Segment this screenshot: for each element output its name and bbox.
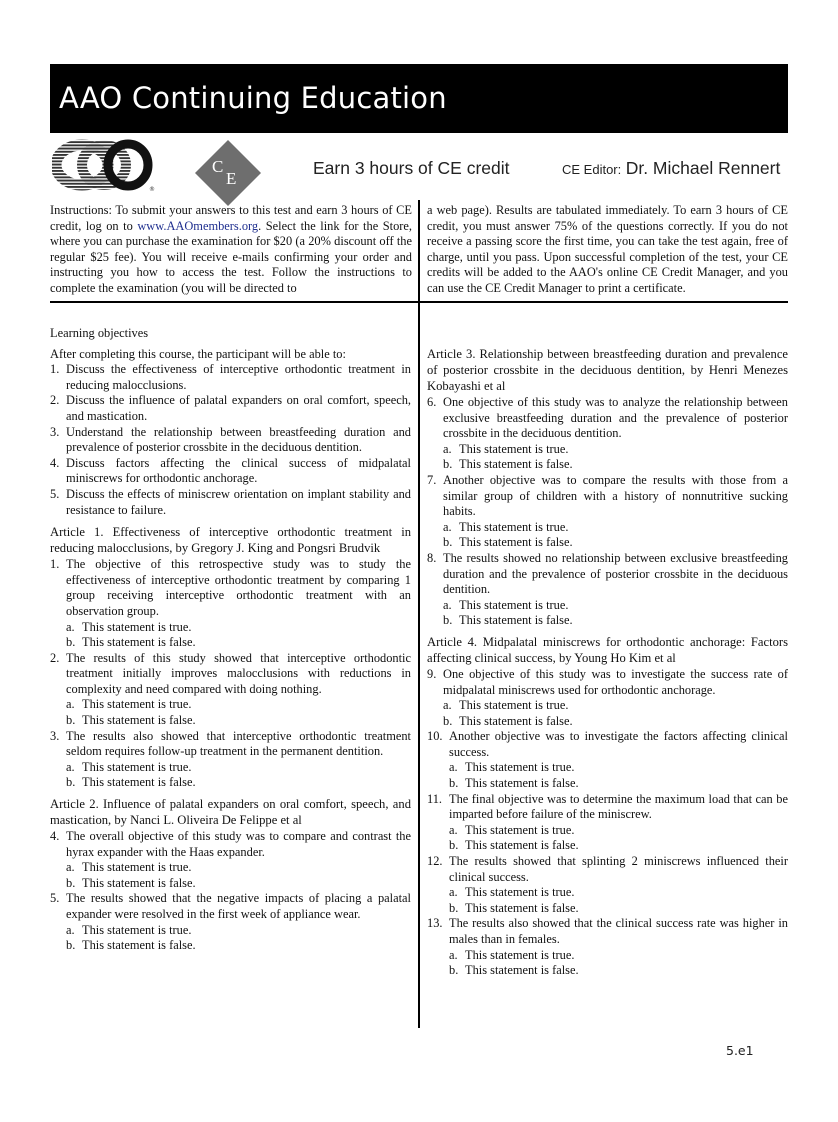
learning-objectives-title: Learning objectives <box>50 326 149 340</box>
option-false[interactable]: b. This statement is false. <box>443 713 573 728</box>
option-false[interactable]: b. This statement is false. <box>443 457 573 472</box>
option-true[interactable]: a. This statement is true. <box>449 947 575 962</box>
option-false[interactable]: b. This statement is false. <box>66 713 196 728</box>
svg-text:E: E <box>226 169 237 188</box>
instructions-left <box>50 203 412 297</box>
question-item: 12. The results showed that splinting 2 miniscrews influenced their clinical success. <box>427 854 788 884</box>
article-heading: Article 3. Relationship between breastfeeding duration and prevalence of posterior crossbite in the deciduous dentition, by Henri Menezes Kobayashi et al <box>427 347 788 393</box>
svg-text:C: C <box>212 157 224 176</box>
option-false[interactable]: b. This statement is false. <box>443 535 573 550</box>
question-item: 8. The results showed no relationship between exclusive breastfeeding duration and the prevalence of posterior crossbite in the deciduous dentition. <box>427 550 788 597</box>
question-item: 3. The results also showed that interceptive orthodontic treatment seldom requires follow-up treatment in the permanent dentition. <box>50 728 411 759</box>
left-column <box>50 326 411 954</box>
objective-item: 3. Understand the relationship between breastfeeding duration and prevalence of posterior crossbite in the deciduous dentition. <box>50 424 411 455</box>
learning-objectives-list <box>50 362 411 518</box>
option-true[interactable]: a. This statement is true. <box>443 441 569 456</box>
question-item: 11. The final objective was to determine the maximum load that can be imparted before failure of the miniscrew. <box>427 791 788 822</box>
option-true[interactable]: a. This statement is true. <box>66 697 192 712</box>
question-item: 10. Another objective was to investigate the factors affecting clinical success. <box>427 729 788 759</box>
option-true[interactable]: a. This statement is true. <box>449 760 575 775</box>
ce-credit-hours-text: Earn 3 hours of CE credit <box>313 158 510 178</box>
instructions-text-cont: . Select the link for the Store, where you can purchase the examination for $20 (a 20% discount off the regular $25 fee). You will receive e-mails confirming your order and instructing you how to access the test. Follow the instructions to complete the examination (you will be directed to <box>50 218 412 295</box>
page-banner-title: AAO Continuing Education <box>50 64 788 133</box>
objective-item: 1. Discuss the effectiveness of interceptive orthodontic treatment in reducing malocclusions. <box>50 362 411 392</box>
option-false[interactable]: b. This statement is false. <box>66 875 196 890</box>
question-item: 9. One objective of this study was to investigate the success rate of midpalatal miniscrews used for orthodontic anchorage. <box>427 666 788 697</box>
option-false[interactable]: b. This statement is false. <box>66 938 196 953</box>
objective-item: 5. Discuss the effects of miniscrew orientation on implant stability and resistance to failure. <box>50 486 411 517</box>
option-false[interactable]: b. This statement is false. <box>449 963 579 978</box>
question-item: 5. The results showed that the negative impacts of placing a palatal expander were resolved in the first week of appliance wear. <box>50 891 411 921</box>
ce-editor-label: CE Editor: <box>562 162 622 177</box>
option-true[interactable]: a. This statement is true. <box>66 759 192 774</box>
question-item: 6. One objective of this study was to analyze the relationship between exclusive breastfeeding duration and the prevalence of posterior crossbite in the deciduous dentition. <box>427 395 788 441</box>
option-true[interactable]: a. This statement is true. <box>443 698 569 713</box>
right-column <box>427 346 788 979</box>
instructions-text: Instructions: To submit your answers to this test and earn 3 hours of CE credit, log on to <box>50 203 412 233</box>
option-false[interactable]: b. This statement is false. <box>449 900 579 915</box>
article-heading: Article 1. Effectiveness of interceptive orthodontic treatment in reducing malocclusions, by Gregory J. King and Pongsri Brudvik <box>50 525 411 556</box>
option-true[interactable]: a. This statement is true. <box>66 860 192 875</box>
question-item: 1. The objective of this retrospective study was to study the effectiveness of interceptive orthodontic treatment by comparing 1 group receiving interceptive orthodontic treatment with an observation group. <box>50 557 411 618</box>
option-false[interactable]: b. This statement is false. <box>449 838 579 853</box>
option-true[interactable]: a. This statement is true. <box>443 519 569 534</box>
ce-editor-name: Dr. Michael Rennert <box>625 158 781 178</box>
svg-text:®: ® <box>149 186 155 193</box>
aao-rings-logo-icon <box>52 138 156 194</box>
option-false[interactable]: b. This statement is false. <box>443 613 573 628</box>
instructions-right: a web page). Results are tabulated immediately. To earn 3 hours of CE credit, you must answer 75% of the questions correctly. If you do not receive a passing score the first time, you can take the test again, free of charge, until you pass. Upon successful completion of the test, your CE credits will be added to the AAO's online CE Credit Manager, and you can use the CE Credit Manager to print a certificate. <box>427 203 788 295</box>
option-true[interactable]: a. This statement is true. <box>443 597 569 612</box>
article-heading: Article 2. Influence of palatal expanders on oral comfort, speech, and mastication, by Nanci L. Oliveira De Felippe et al <box>50 797 411 828</box>
option-true[interactable]: a. This statement is true. <box>66 922 192 937</box>
option-false[interactable]: b. This statement is false. <box>449 776 579 791</box>
option-true[interactable]: a. This statement is true. <box>449 885 575 900</box>
article-heading: Article 4. Midpalatal miniscrews for orthodontic anchorage: Factors affecting clinical success, by Young Ho Kim et al <box>427 634 788 665</box>
option-false[interactable]: b. This statement is false. <box>66 635 196 650</box>
option-true[interactable]: a. This statement is true. <box>66 619 192 634</box>
question-item: 4. The overall objective of this study was to compare and contrast the hyrax expander with the Haas expander. <box>50 829 411 859</box>
option-false[interactable]: b. This statement is false. <box>66 775 196 790</box>
question-item: 7. Another objective was to compare the results with those from a similar group of children with a history of nonnutritive sucking habits. <box>427 472 788 519</box>
question-item: 13. The results also showed that the clinical success rate was higher in males than in females. <box>427 916 788 946</box>
question-item: 2. The results of this study showed that interceptive orthodontic treatment initially improves malocclusions with reductions in complexity and need compared with doing nothing. <box>50 650 411 696</box>
learning-objectives-intro: After completing this course, the participant will be able to: <box>50 346 346 361</box>
aao-members-link[interactable]: www.AAOmembers.org <box>137 218 259 233</box>
ce-diamond-logo-icon <box>195 140 261 206</box>
objective-item: 4. Discuss factors affecting the clinical success of midpalatal miniscrews for orthodontic anchorage. <box>50 455 411 486</box>
objective-item: 2. Discuss the influence of palatal expanders on oral comfort, speech, and mastication. <box>50 393 411 423</box>
page-number: 5.e1 <box>726 1043 754 1058</box>
option-true[interactable]: a. This statement is true. <box>449 822 575 837</box>
ce-editor-credit <box>562 158 780 179</box>
column-divider <box>418 200 420 1028</box>
